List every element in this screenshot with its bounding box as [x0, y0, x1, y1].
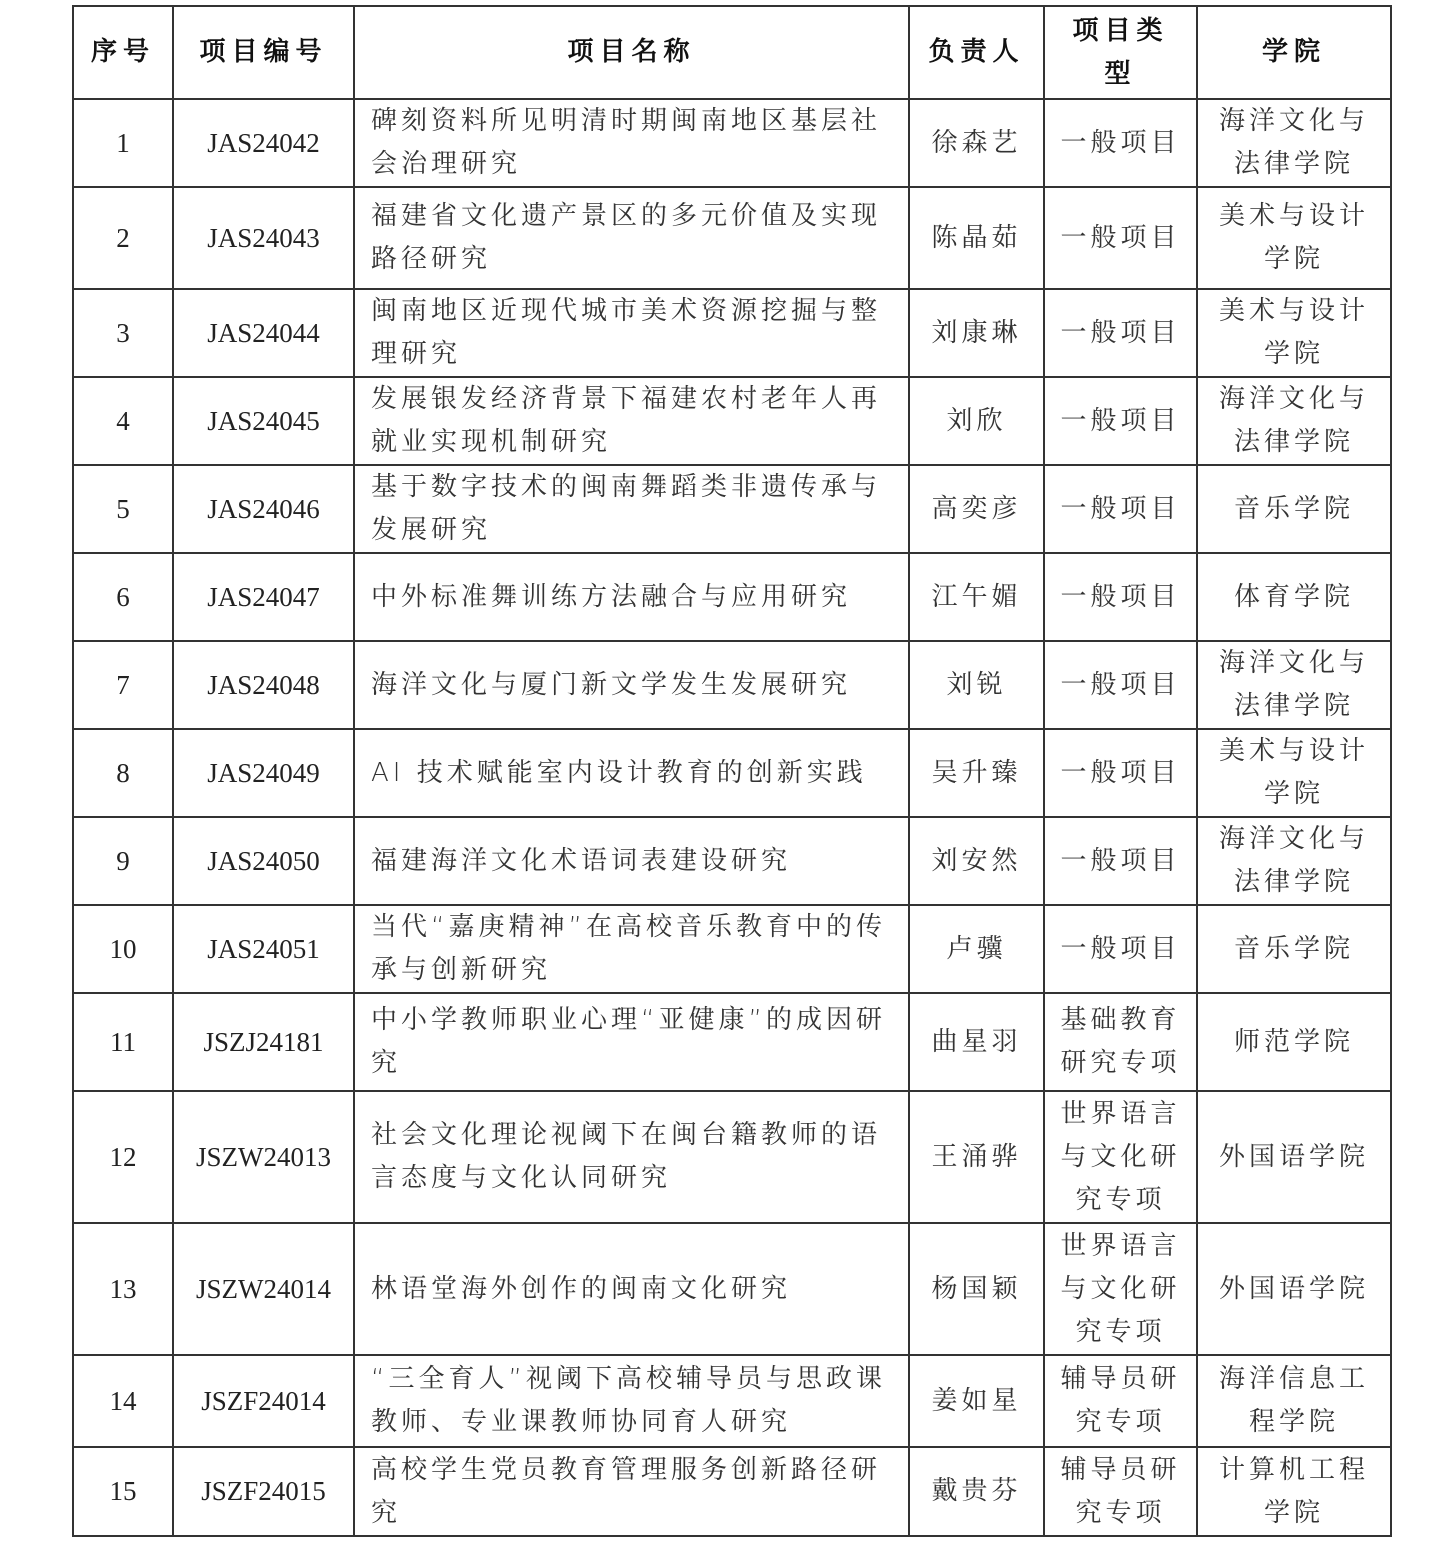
cell-leader: 刘康琳 — [909, 289, 1044, 377]
cell-type: 基础教育研究专项 — [1044, 993, 1197, 1091]
header-code: 项目编号 — [173, 6, 354, 99]
cell-name: 碑刻资料所见明清时期闽南地区基层社会治理研究 — [354, 99, 909, 187]
cell-seq: 7 — [73, 641, 173, 729]
cell-name: 林语堂海外创作的闽南文化研究 — [354, 1223, 909, 1355]
project-list-table — [72, 5, 1392, 1537]
cell-college: 美术与设计学院 — [1197, 729, 1391, 817]
header-leader: 负责人 — [909, 6, 1044, 99]
cell-type: 一般项目 — [1044, 905, 1197, 993]
table-row — [73, 729, 1391, 817]
cell-college: 体育学院 — [1197, 553, 1391, 641]
cell-code: JAS24050 — [173, 817, 354, 905]
cell-name: 闽南地区近现代城市美术资源挖掘与整理研究 — [354, 289, 909, 377]
cell-seq: 14 — [73, 1355, 173, 1447]
cell-college: 美术与设计学院 — [1197, 289, 1391, 377]
table-row — [73, 1447, 1391, 1536]
cell-code: JAS24045 — [173, 377, 354, 465]
cell-name: 发展银发经济背景下福建农村老年人再就业实现机制研究 — [354, 377, 909, 465]
cell-type: 世界语言与文化研究专项 — [1044, 1223, 1197, 1355]
cell-seq: 2 — [73, 187, 173, 289]
cell-seq: 12 — [73, 1091, 173, 1223]
cell-leader: 姜如星 — [909, 1355, 1044, 1447]
cell-type: 一般项目 — [1044, 99, 1197, 187]
table-row — [73, 187, 1391, 289]
cell-code: JAS24042 — [173, 99, 354, 187]
table-row — [73, 553, 1391, 641]
cell-code: JAS24051 — [173, 905, 354, 993]
cell-leader: 高奕彦 — [909, 465, 1044, 553]
cell-college: 外国语学院 — [1197, 1091, 1391, 1223]
cell-type: 一般项目 — [1044, 187, 1197, 289]
cell-type: 辅导员研究专项 — [1044, 1355, 1197, 1447]
cell-college: 计算机工程学院 — [1197, 1447, 1391, 1536]
table-row — [73, 1223, 1391, 1355]
table-row — [73, 993, 1391, 1091]
cell-type: 一般项目 — [1044, 377, 1197, 465]
cell-type: 一般项目 — [1044, 289, 1197, 377]
cell-seq: 13 — [73, 1223, 173, 1355]
header-seq: 序号 — [73, 6, 173, 99]
cell-name: AI 技术赋能室内设计教育的创新实践 — [354, 729, 909, 817]
cell-seq: 11 — [73, 993, 173, 1091]
table-row — [73, 1355, 1391, 1447]
cell-code: JAS24047 — [173, 553, 354, 641]
header-college: 学院 — [1197, 6, 1391, 99]
cell-name: “三全育人”视阈下高校辅导员与思政课教师、专业课教师协同育人研究 — [354, 1355, 909, 1447]
cell-type: 一般项目 — [1044, 641, 1197, 729]
cell-leader: 卢骥 — [909, 905, 1044, 993]
cell-leader: 戴贵芬 — [909, 1447, 1044, 1536]
cell-name: 当代“嘉庚精神”在高校音乐教育中的传承与创新研究 — [354, 905, 909, 993]
cell-college: 外国语学院 — [1197, 1223, 1391, 1355]
cell-name: 福建省文化遗产景区的多元价值及实现路径研究 — [354, 187, 909, 289]
cell-type: 一般项目 — [1044, 729, 1197, 817]
cell-code: JAS24048 — [173, 641, 354, 729]
cell-seq: 15 — [73, 1447, 173, 1536]
table-row — [73, 817, 1391, 905]
cell-college: 音乐学院 — [1197, 465, 1391, 553]
cell-leader: 刘安然 — [909, 817, 1044, 905]
cell-college: 海洋文化与法律学院 — [1197, 377, 1391, 465]
table-row — [73, 905, 1391, 993]
cell-leader: 杨国颖 — [909, 1223, 1044, 1355]
cell-type: 辅导员研究专项 — [1044, 1447, 1197, 1536]
header-name: 项目名称 — [354, 6, 909, 99]
table-row — [73, 1091, 1391, 1223]
cell-college: 海洋文化与法律学院 — [1197, 99, 1391, 187]
table-row — [73, 289, 1391, 377]
cell-type: 一般项目 — [1044, 465, 1197, 553]
cell-name: 社会文化理论视阈下在闽台籍教师的语言态度与文化认同研究 — [354, 1091, 909, 1223]
table-row — [73, 465, 1391, 553]
cell-leader: 吴升臻 — [909, 729, 1044, 817]
cell-leader: 刘欣 — [909, 377, 1044, 465]
cell-code: JAS24046 — [173, 465, 354, 553]
cell-name: 中小学教师职业心理“亚健康”的成因研究 — [354, 993, 909, 1091]
cell-college: 音乐学院 — [1197, 905, 1391, 993]
cell-leader: 刘锐 — [909, 641, 1044, 729]
cell-type: 一般项目 — [1044, 817, 1197, 905]
cell-seq: 1 — [73, 99, 173, 187]
table-header-row — [73, 6, 1391, 99]
cell-code: JSZF24015 — [173, 1447, 354, 1536]
cell-seq: 8 — [73, 729, 173, 817]
cell-name: 高校学生党员教育管理服务创新路径研究 — [354, 1447, 909, 1536]
cell-college: 海洋文化与法律学院 — [1197, 817, 1391, 905]
cell-name: 福建海洋文化术语词表建设研究 — [354, 817, 909, 905]
cell-type: 一般项目 — [1044, 553, 1197, 641]
cell-code: JSZW24013 — [173, 1091, 354, 1223]
cell-leader: 江午媚 — [909, 553, 1044, 641]
cell-college: 海洋信息工程学院 — [1197, 1355, 1391, 1447]
cell-college: 美术与设计学院 — [1197, 187, 1391, 289]
cell-type: 世界语言与文化研究专项 — [1044, 1091, 1197, 1223]
cell-leader: 王涌骅 — [909, 1091, 1044, 1223]
cell-leader: 曲星羽 — [909, 993, 1044, 1091]
header-type: 项目类型 — [1044, 6, 1197, 99]
cell-college: 海洋文化与法律学院 — [1197, 641, 1391, 729]
cell-seq: 10 — [73, 905, 173, 993]
table-row — [73, 99, 1391, 187]
cell-code: JSZW24014 — [173, 1223, 354, 1355]
cell-leader: 陈晶茹 — [909, 187, 1044, 289]
cell-seq: 3 — [73, 289, 173, 377]
cell-college: 师范学院 — [1197, 993, 1391, 1091]
cell-code: JAS24043 — [173, 187, 354, 289]
cell-leader: 徐森艺 — [909, 99, 1044, 187]
cell-code: JSZF24014 — [173, 1355, 354, 1447]
cell-seq: 5 — [73, 465, 173, 553]
cell-name: 海洋文化与厦门新文学发生发展研究 — [354, 641, 909, 729]
cell-name: 中外标准舞训练方法融合与应用研究 — [354, 553, 909, 641]
cell-code: JAS24044 — [173, 289, 354, 377]
cell-code: JAS24049 — [173, 729, 354, 817]
cell-seq: 9 — [73, 817, 173, 905]
cell-name: 基于数字技术的闽南舞蹈类非遗传承与发展研究 — [354, 465, 909, 553]
cell-code: JSZJ24181 — [173, 993, 354, 1091]
table-row — [73, 377, 1391, 465]
cell-seq: 4 — [73, 377, 173, 465]
cell-seq: 6 — [73, 553, 173, 641]
table-row — [73, 641, 1391, 729]
